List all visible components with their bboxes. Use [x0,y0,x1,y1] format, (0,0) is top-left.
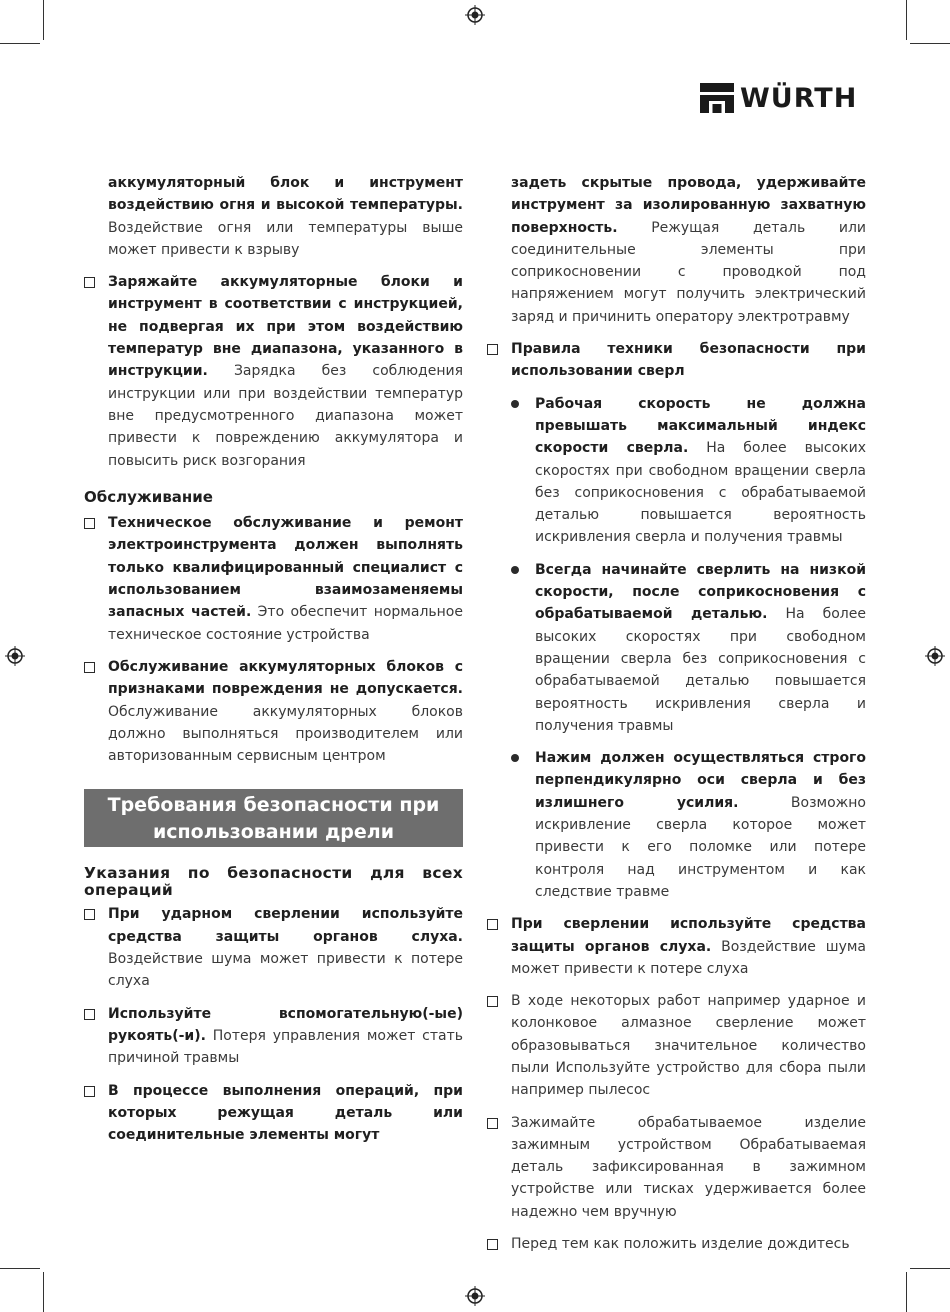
checkbox-item [108,903,463,992]
checkbox-icon [84,1009,95,1020]
crop-mark [43,1272,44,1312]
registration-mark-icon [465,1286,485,1306]
registration-mark-icon [925,646,945,666]
body-text: Воздействие огня или температуры выше может привести к взрыву [108,219,463,258]
checkbox-icon [487,919,498,930]
left-column [84,172,463,1156]
checkbox-item [108,271,463,472]
bold-text: Рабочая скорость не должна превышать максимальный индекс скорости сверла. [535,395,866,457]
checkbox-icon [487,344,498,355]
body-text: Режущая деталь или соединительные элементы при соприкосновении с проводкой под напряжением могут получить электрический заряд и причинить оператору электротравму [511,219,866,325]
bullet-icon [511,400,519,408]
bullet-item [535,393,866,549]
bold-text: Используйте вспомогательную(-ые) рукоять(-и). [108,1005,463,1044]
body-text: Зажимайте обрабатываемое изделие зажимным устройством Обрабатываемая деталь зафиксированная в зажимном устройстве или тисках удерживается более надежно чем вручную [511,1114,866,1220]
bullet-item [535,559,866,737]
checkbox-item [511,913,866,980]
wurth-logo [700,80,857,116]
body-text: На более высоких скоростях при свободном вращении сверла без соприкосновения с обрабатываемой деталью повышается вероятность искривления сверла и получения травмы [535,440,866,546]
bold-text: Техническое обслуживание и ремонт электроинструмента должен выполнять только квалифицированный специалист с использованием взаимозаменяемы запасных частей. [108,515,463,621]
bold-text: Правила техники безопасности при использовании сверл [511,341,866,380]
registration-mark-icon [5,646,25,666]
bold-text: При ударном сверлении используйте средства защиты органов слуха. [108,906,463,945]
subsection-heading: Указания по безопасности для всех операций [84,864,463,900]
checkbox-item [108,512,463,646]
bold-text: аккумуляторный блок и инструмент воздействию огня и высокой температуры. [108,175,463,214]
body-text: Воздействие шума может привести к потере слуха [511,938,866,977]
bold-text: задеть скрытые провода, удерживайте инструмент за изолированную захватную поверхность. [511,175,866,236]
bold-text: В процессе выполнения операций, при которых режущая деталь или соединительные элементы могут [108,1082,463,1144]
paragraph [511,172,866,328]
crop-mark [906,1272,907,1312]
crop-mark [0,43,40,44]
body-text: Зарядка без соблюдения инструкции или при воздействии температур вне предусмотренного диапазона может привести к повреждению аккумулятора и повысить риск возгорания [108,363,463,469]
body-text: На более высоких скоростях при свободном вращении сверла без соприкосновения с обрабатываемой деталью повышается вероятность искривления сверла и получения травмы [535,606,866,734]
checkbox-icon [84,909,95,920]
checkbox-item [108,1003,463,1070]
banner-line: использовании дрели [152,821,395,844]
checkbox-item [511,1112,866,1223]
crop-mark [0,1268,40,1269]
bold-text: При сверлении используйте средства защиты органов слуха. [511,916,866,955]
body-text: Обслуживание аккумуляторных блоков должно выполняться производителем или авторизованным сервисным центром [108,703,463,765]
checkbox-item [511,338,866,383]
wurth-logo-icon [700,81,734,115]
body-text: Перед тем как положить изделие дождитесь [511,1236,850,1253]
checkbox-icon [84,662,95,673]
checkbox-icon [487,1118,498,1129]
paragraph [108,172,463,261]
section-banner [84,789,463,847]
bold-text: Всегда начинайте сверлить на низкой скорости, после соприкосновения с обрабатываемой деталью. [535,561,866,623]
checkbox-icon [84,1086,95,1097]
checkbox-item [108,1080,463,1147]
checkbox-item [511,1233,866,1255]
right-column [511,172,866,1265]
brand-name: WÜRTH [740,82,858,114]
crop-mark [910,1268,950,1269]
crop-mark [43,0,44,40]
section-heading: Обслуживание [84,487,213,506]
bold-text: Заряжайте аккумуляторные блоки и инструмент в соответствии с инструкцией, не подвергая их при этом воздействию температур вне диапазона, указанного в инструкции. [108,274,463,380]
checkbox-item [511,990,866,1101]
registration-mark-icon [465,5,485,25]
body-text: Это обеспечит нормальное техническое состояние устройства [108,604,463,643]
bold-text: Обслуживание аккумуляторных блоков с признаками повреждения не допускается. [108,658,463,698]
body-text: Возможно искривление сверла которое может привести к его поломке или потере контроля над инструментом и как следствие травме [535,794,866,900]
banner-line: Требования безопасности при [107,794,440,817]
checkbox-icon [487,996,498,1007]
body-text: Потеря управления может стать причиной травмы [108,1027,463,1067]
body-text: В ходе некоторых работ например ударное и колонковое алмазное сверление может образовываться значительное количество пыли Используйте устройство для сбора пыли например пылесос [511,993,866,1099]
checkbox-icon [84,518,95,529]
bullet-icon [511,754,519,762]
crop-mark [906,0,907,40]
checkbox-icon [84,277,95,288]
bullet-icon [511,566,519,574]
checkbox-icon [487,1239,498,1250]
checkbox-item [108,656,463,767]
body-text: Воздействие шума может привести к потере слуха [108,951,463,990]
bullet-item [535,747,866,903]
bold-text: Нажим должен осуществляться строго перпендикулярно оси сверла и без излишнего усилия. [535,750,866,811]
crop-mark [910,43,950,44]
